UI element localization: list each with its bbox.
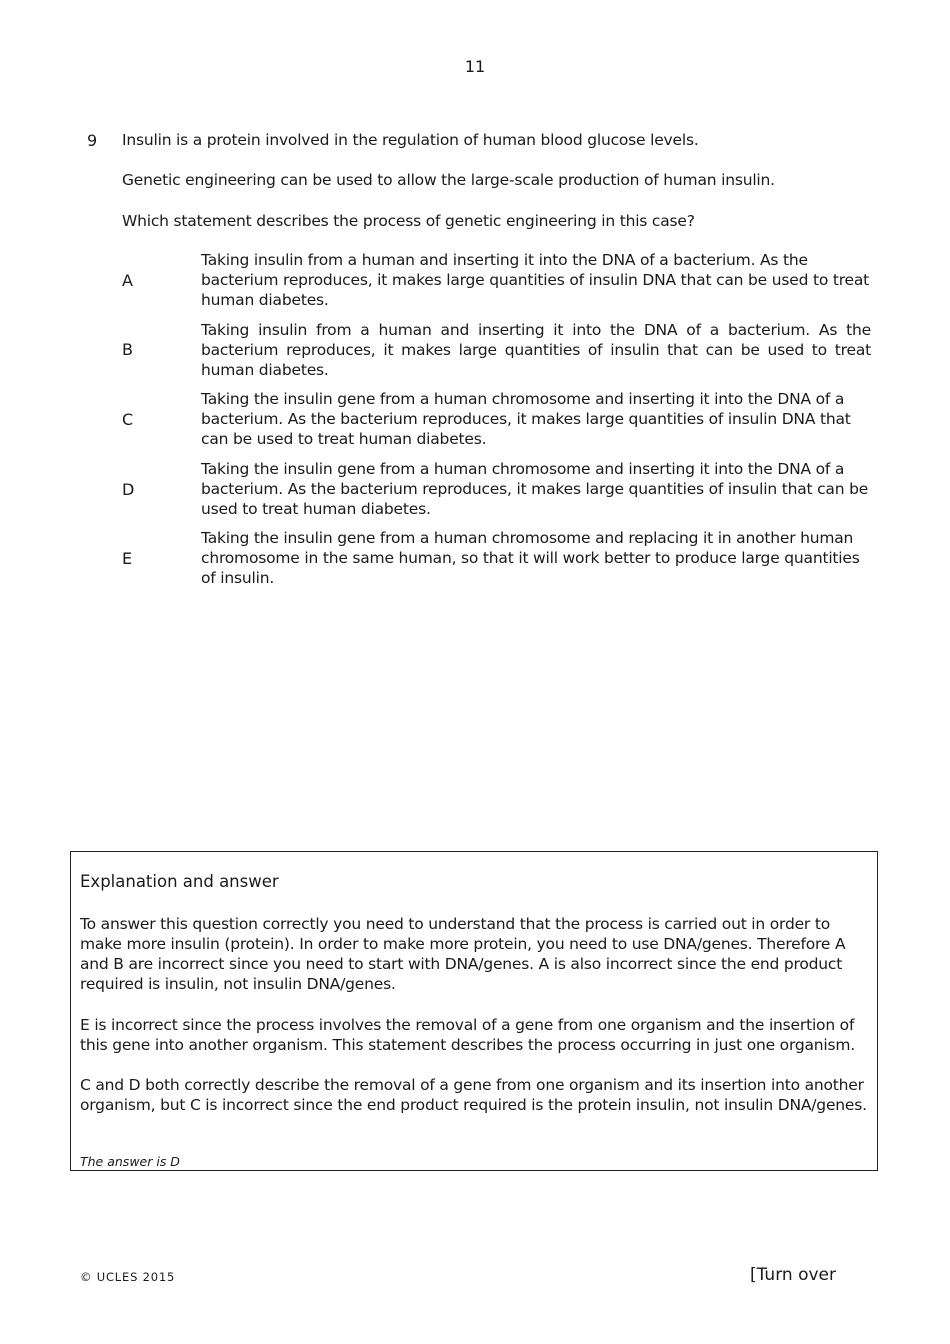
option-c-text: Taking the insulin gene from a human chromosome and inserting it into the DNA of a bacterium. As the bacterium reproduces, it makes large quantities of insulin DNA that can be used to treat human diabetes. xyxy=(201,390,851,448)
question-stem-line-1: Insulin is a protein involved in the regulation of human blood glucose levels. xyxy=(122,131,699,149)
explanation-paragraph-2: E is incorrect since the process involves the removal of a gene from one organism and the insertion of this gene into another organism. This statement describes the process occurring in just one organism. xyxy=(80,1016,856,1054)
explanation-box xyxy=(70,851,878,1171)
explanation-title: Explanation and answer xyxy=(80,872,279,891)
turn-over-label: [Turn over xyxy=(750,1265,836,1285)
page-number: 11 xyxy=(464,57,486,76)
option-e-text: Taking the insulin gene from a human chromosome and replacing it in another human chromosome in the same human, so that it will work better to produce large quantities of insulin. xyxy=(201,529,860,587)
question-prompt: Which statement describes the process of genetic engineering in this case? xyxy=(122,212,695,230)
question-stem-line-2: Genetic engineering can be used to allow the large-scale production of human insulin. xyxy=(122,171,775,189)
explanation-paragraph-3: C and D both correctly describe the removal of a gene from one organism and its insertion into another organism, but C is incorrect since the end product required is the protein insulin, not insulin DNA/genes. xyxy=(80,1076,867,1114)
explanation-paragraph-1: To answer this question correctly you need to understand that the process is carried out in order to make more insulin (protein). In order to make more protein, you need to use DNA/genes. Therefore A and B are incorrect since you need to start with DNA/genes. A is also incorrect since the end product required is insulin, not insulin DNA/genes. xyxy=(80,915,846,993)
option-d-text: Taking the insulin gene from a human chromosome and inserting it into the DNA of a bacterium. As the bacterium reproduces, it makes large quantities of insulin that can be used to treat human diabetes. xyxy=(201,460,869,518)
option-a-letter: A xyxy=(122,271,133,290)
question-number: 9 xyxy=(87,131,98,150)
option-c-letter: C xyxy=(122,410,134,429)
option-b-text: Taking insulin from a human and inserting it into the DNA of a bacterium. As the bacterium reproduces, it makes large quantities of insulin that can be used to treat human diabetes. xyxy=(201,321,871,379)
option-e-letter: E xyxy=(122,549,133,568)
copyright-notice: © UCLES 2015 xyxy=(80,1270,176,1284)
option-d-letter: D xyxy=(122,480,135,499)
option-b-letter: B xyxy=(122,340,133,359)
answer-statement: The answer is D xyxy=(80,1154,180,1169)
option-a-text: Taking insulin from a human and inserting it into the DNA of a bacterium. As the bacterium reproduces, it makes large quantities of insulin DNA that can be used to treat human diabetes. xyxy=(201,251,870,309)
